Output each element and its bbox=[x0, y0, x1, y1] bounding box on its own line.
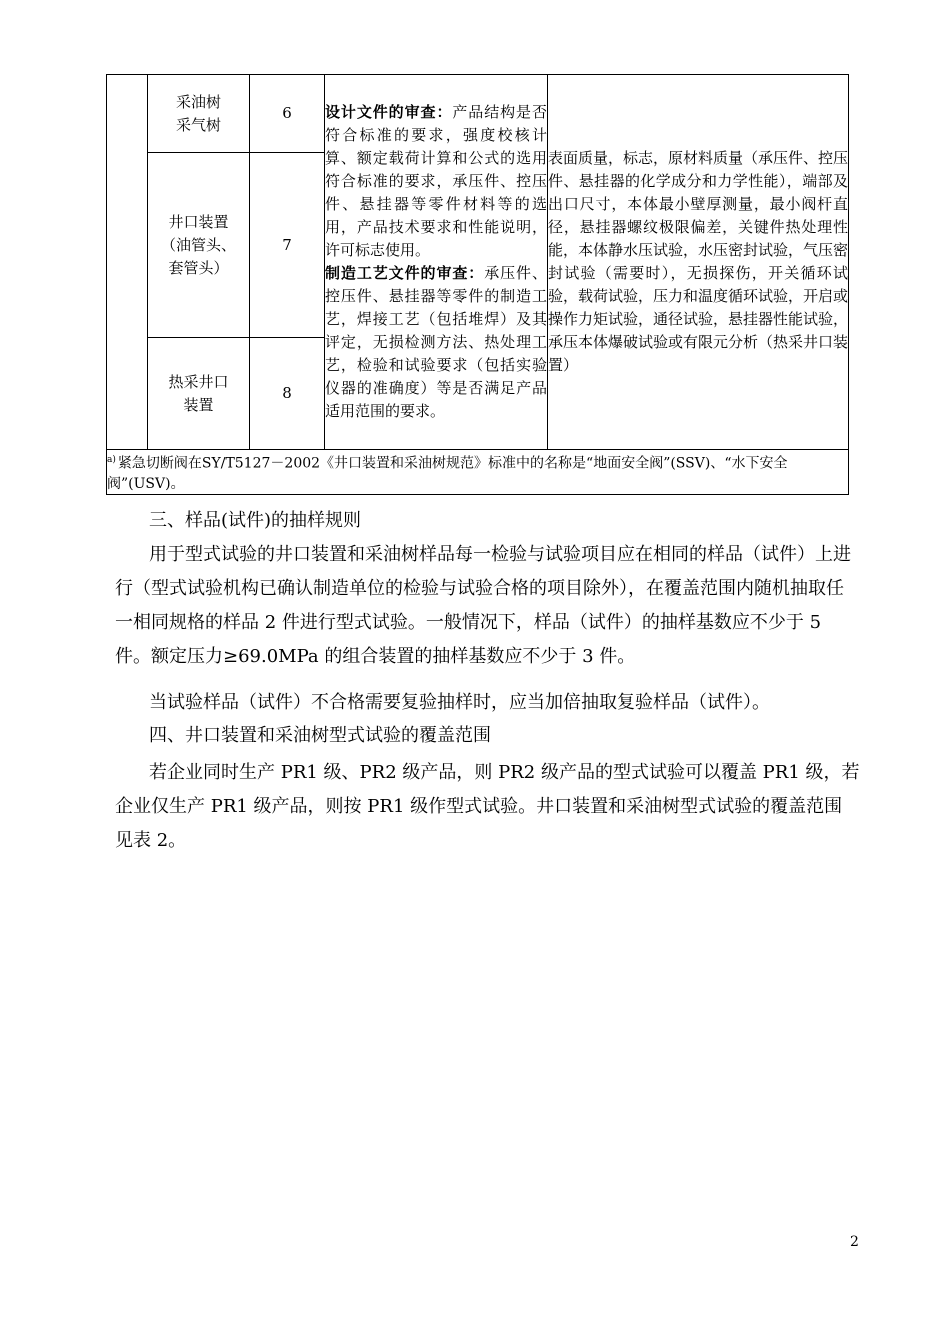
category-cell bbox=[107, 75, 148, 450]
section4-paragraph: 若企业同时生产 PR1 级、PR2 级产品，则 PR2 级产品的型式试验可以覆盖 PR1 级，若企业仅生产 PR1 级产品，则按 PR1 级作型式试验。井口装置和采油树型式试验的覆盖范围见表 2。 bbox=[115, 762, 860, 851]
item-number-cell bbox=[250, 338, 325, 450]
product-name: 采油树 采气树 bbox=[175, 92, 221, 134]
note-text: 紧急切断阀在SY/T5127－2002《井口装置和采油树规范》标准中的名称是“地面安全阀”(SSV)、“水下安全阀”(USV)。 bbox=[107, 455, 788, 492]
item-number: 6 bbox=[282, 104, 292, 122]
item-number: 7 bbox=[282, 235, 292, 254]
item-number-cell bbox=[250, 153, 325, 338]
section4-heading: 四、井口装置和采油树型式试验的覆盖范围 bbox=[149, 725, 491, 746]
process-review-text: 承压件、控压件、悬挂器等零件的制造工艺，焊接工艺（包括堆焊）及其评定，无损检测方法、热处理工艺，检验和试验要求（包括实验仪器的准确度）等是否满足产品适用范围的要求。 bbox=[325, 264, 547, 420]
item-number: 8 bbox=[282, 384, 292, 402]
test-items-cell bbox=[548, 75, 849, 450]
product-name-cell bbox=[148, 75, 250, 153]
section3-paragraph: 用于型式试验的井口装置和采油树样品每一检验与试验项目应在相同的样品（试件）上进行（型式试验机构已确认制造单位的检验与试验合格的项目除外），在覆盖范围内随机抽取任一相同规格的样品 2 件进行型式试验。一般情况下，样品（试件）的抽样基数应不少于 5 件。额定压力≥69.0MPa 的组合装置的抽样基数应不少于 3 件。 bbox=[115, 544, 851, 667]
section3-paragraph: 当试验样品（试件）不合格需要复验抽样时，应当加倍抽取复验样品（试件）。 bbox=[149, 692, 770, 713]
product-review-table bbox=[106, 74, 849, 495]
note-marker: a) bbox=[107, 455, 116, 465]
table-note-row bbox=[107, 450, 849, 495]
product-name: 热采井口 装置 bbox=[168, 372, 229, 414]
design-review-text: 产品结构是否符合标准的要求，强度校核计算、额定载荷计算和公式的选用符合标准的要求，承压件、控压件、悬挂器等零件材料等的选用，产品技术要求和性能说明，许可标志使用。 bbox=[325, 103, 547, 259]
table-row bbox=[107, 75, 849, 153]
product-name-cell bbox=[148, 153, 250, 338]
section3-heading: 三、样品(试件)的抽样规则 bbox=[149, 510, 362, 531]
review-cell bbox=[325, 75, 548, 450]
page-number: 2 bbox=[850, 1234, 859, 1250]
process-review-title: 制造工艺文件的审查： bbox=[325, 264, 485, 282]
product-name: 井口装置 （油管头、 套管头） bbox=[160, 212, 236, 277]
test-items-text: 表面质量，标志，原材料质量（承压件、控压件、悬挂器的化学成分和力学性能），端部及出口尺寸，本体最小壁厚测量，最小阀杆直径，悬挂器螺纹极限偏差，关键件热处理性能，本体静水压试验，水压密封试验，气压密封试验（需要时），无损探伤，开关循环试验，载荷试验，压力和温度循环试验，开启或操作力矩试验，通径试验，悬挂器性能试验，承压本体爆破试验或有限元分析（热采井口装置） bbox=[548, 149, 849, 374]
product-name-cell bbox=[148, 338, 250, 450]
table-note bbox=[107, 450, 849, 495]
design-review-title: 设计文件的审查： bbox=[325, 103, 453, 121]
item-number-cell bbox=[250, 75, 325, 153]
